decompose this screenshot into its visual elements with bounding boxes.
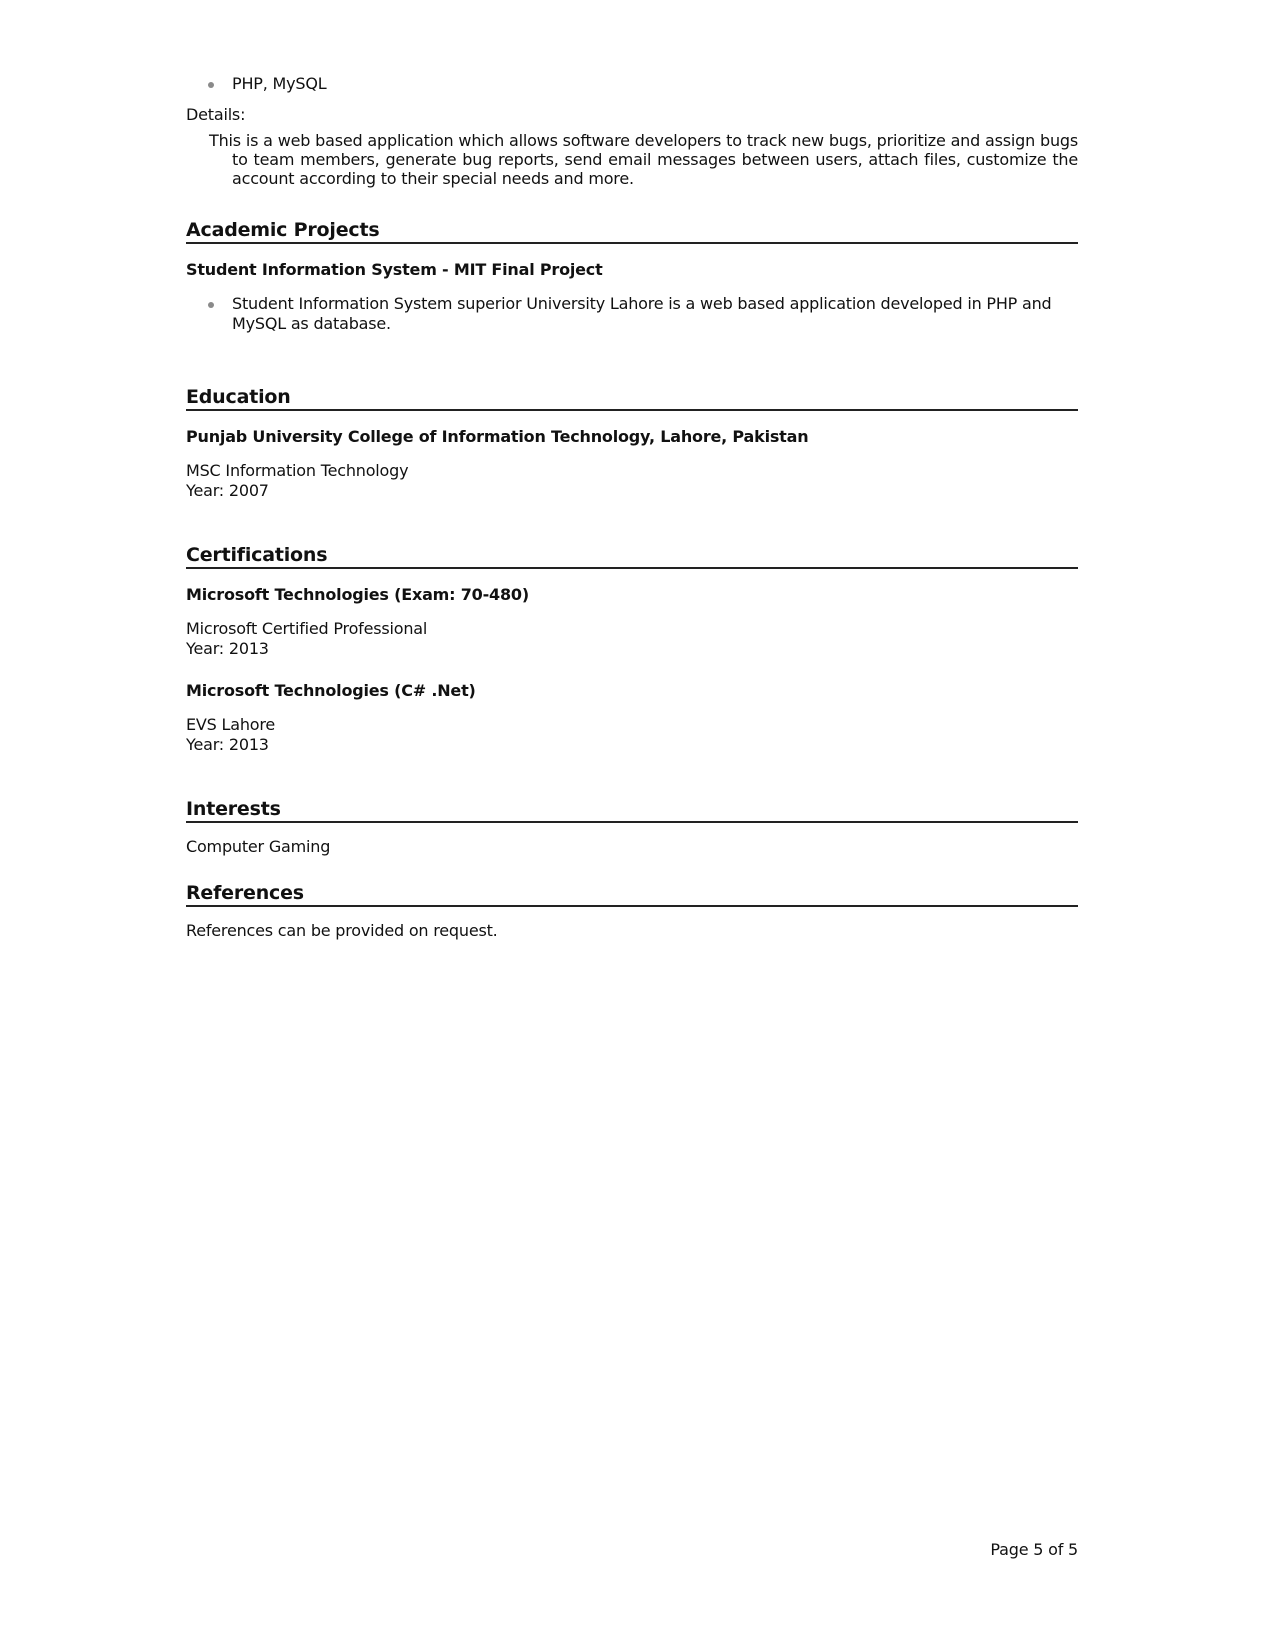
interests-text: Computer Gaming: [186, 837, 331, 856]
bullet-icon: [208, 302, 214, 308]
certification-year: Year: 2013: [186, 639, 269, 658]
references-text: References can be provided on request.: [186, 921, 498, 940]
list-item: [186, 294, 1078, 334]
certification-title: Microsoft Technologies (C# .Net): [186, 681, 476, 700]
section-heading-education: Education: [186, 385, 1078, 411]
details-label: Details:: [186, 105, 246, 124]
tech-stack-text: PHP, MySQL: [232, 74, 327, 93]
list-item: [186, 74, 1078, 94]
section-heading-academic-projects: Academic Projects: [186, 218, 1078, 244]
project-description: Student Information System superior University Lahore is a web based application developed in PHP and MySQL as database.: [232, 294, 1052, 333]
details-text: This is a web based application which allows software developers to track new bugs, prioritize and assign bugs to team members, generate bug reports, send email messages between users, attach files, customize the account according to their special needs and more.: [209, 131, 1078, 188]
certification-title: Microsoft Technologies (Exam: 70-480): [186, 585, 529, 604]
project-title: Student Information System - MIT Final Project: [186, 260, 603, 279]
certification-detail: Microsoft Certified Professional: [186, 619, 428, 638]
section-heading-references: References: [186, 881, 1078, 907]
certification-detail: EVS Lahore: [186, 715, 276, 734]
section-heading-interests: Interests: [186, 797, 1078, 823]
page-number: Page 5 of 5: [990, 1540, 1078, 1559]
bullet-icon: [208, 82, 214, 88]
degree-text: MSC Information Technology: [186, 461, 409, 480]
certification-year: Year: 2013: [186, 735, 269, 754]
institution-name: Punjab University College of Information Technology, Lahore, Pakistan: [186, 427, 809, 446]
resume-page: [186, 74, 1078, 941]
education-year: Year: 2007: [186, 481, 269, 500]
section-heading-certifications: Certifications: [186, 543, 1078, 569]
